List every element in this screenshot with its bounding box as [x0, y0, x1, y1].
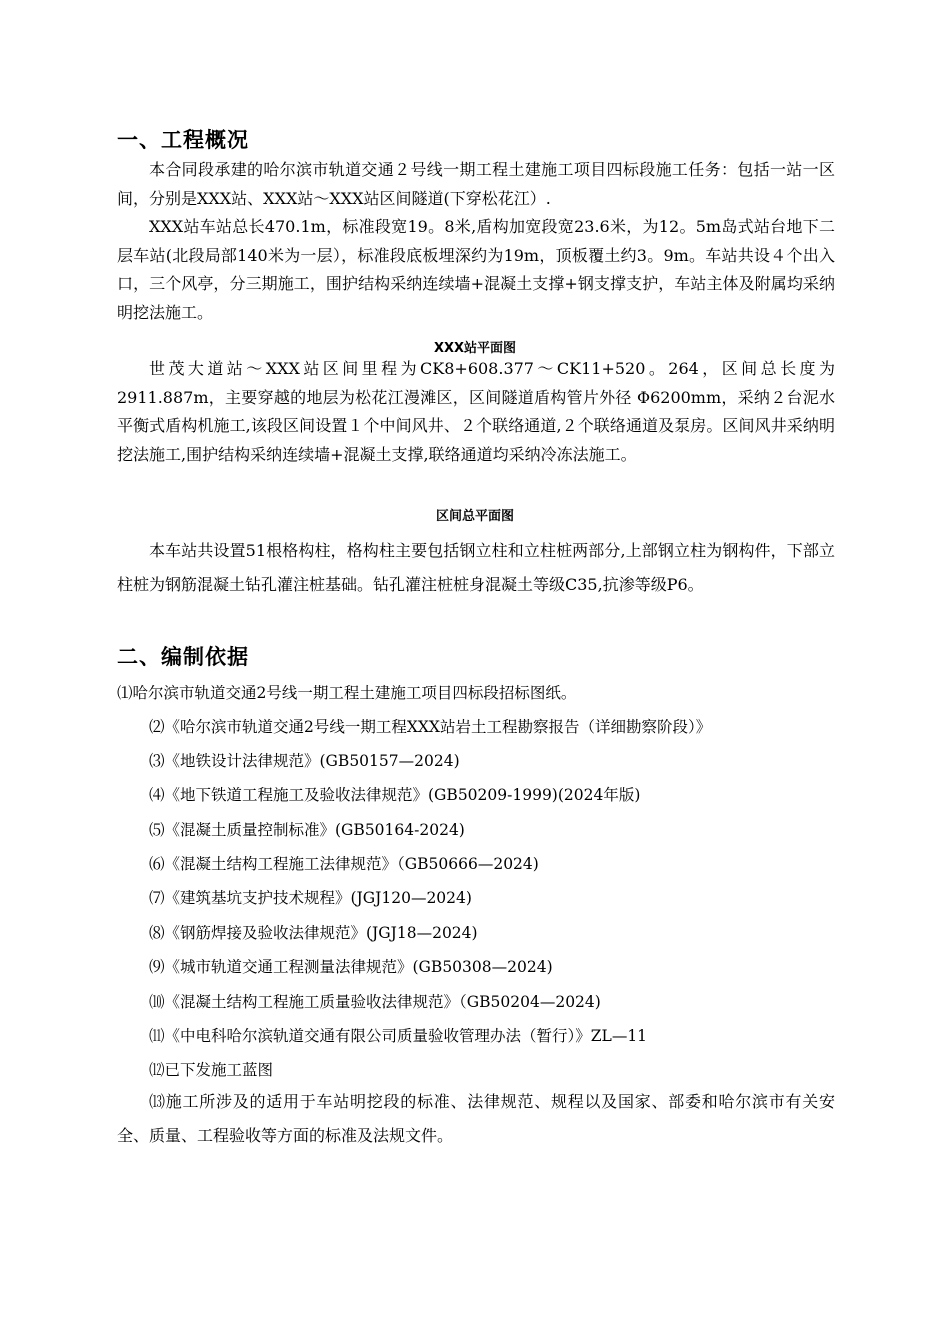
reference-item: ⑵《哈尔滨市轨道交通2号线一期工程XXX站岩土工程勘察报告（详细勘察阶段）》: [149, 718, 712, 736]
reference-item: ⑺《建筑基坑支护技术规程》(JGJ120—2024): [149, 889, 472, 907]
reference-item: ⑶《地铁设计法律规范》(GB50157—2024): [149, 752, 460, 770]
reference-item: ⑸《混凝土质量控制标准》(GB50164-2024): [149, 821, 465, 839]
reference-item: ⑾《中电科哈尔滨轨道交通有限公司质量验收管理办法（暂行）》ZL—11: [149, 1027, 648, 1045]
figure-caption-station-plan: XXX站平面图: [433, 341, 517, 356]
paragraph-lattice-columns: 本车站共设置51根格构柱，格构柱主要包括钢立柱和立柱桩两部分,上部钢立柱为钢构件，下部立柱桩为钢筋混凝土钻孔灌注桩基础。钻孔灌注桩桩身混凝土等级C35,抗渗等级P6。: [117, 541, 835, 594]
paragraph-contract-scope: 本合同段承建的哈尔滨市轨道交通２号线一期工程土建施工项目四标段施工任务：包括一站一区间，分别是XXX站、XXX站～XXX站区间隧道(下穿松花江）.: [117, 160, 835, 208]
reference-item: ⑿已下发施工蓝图: [149, 1061, 274, 1079]
reference-item: ⑷《地下铁道工程施工及验收法律规范》(GB50209-1999)(2024年版): [149, 786, 641, 804]
reference-item: ⑹《混凝土结构工程施工法律规范》（GB50666—2024): [149, 855, 539, 873]
section-heading-basis: 二、编制依据: [117, 645, 249, 669]
reference-item: ⑴哈尔滨市轨道交通2号线一期工程土建施工项目四标段招标图纸。: [117, 684, 577, 702]
paragraph-tunnel-description: 世茂大道站～XXX站区间里程为CK8+608.377～CK11+520。264，区间总长度为2911.887m，主要穿越的地层为松花江漫滩区，区间隧道盾构管片外径 Φ6200mm，采纳２台泥水平衡式盾构机施工,该段区间设置１个中间风井、２个联络通道,２个联络通道及泵房。区间风井采纳明挖法施工,围护结构采纳连续墙+混凝土支撑,联络通道均采纳冷冻法施工。: [117, 359, 835, 464]
reference-item: ⑽《混凝土结构工程施工质量验收法律规范》（GB50204—2024): [149, 993, 601, 1011]
reference-item: ⑻《钢筋焊接及验收法律规范》(JGJ18—2024): [149, 924, 478, 942]
reference-item: ⑼《城市轨道交通工程测量法律规范》(GB50308—2024): [149, 958, 553, 976]
paragraph-station-description: XXX站车站总长470.1m，标准段宽19。8米,盾构加宽段宽23.6米，为12。5m岛式站台地下二层车站(北段局部140米为一层），标准段底板埋深约为19m，顶板覆土约3。9m。车站共设４个出入口，三个风亭，分三期施工，围护结构采纳连续墙+混凝土支撑+钢支撑支护，车站主体及附属均采纳明挖法施工。: [117, 217, 835, 322]
figure-caption-section-plan: 区间总平面图: [435, 509, 514, 524]
reference-item: ⒀施工所涉及的适用于车站明挖段的标准、法律规范、规程以及国家、部委和哈尔滨市有关安全、质量、工程验收等方面的标准及法规文件。: [117, 1092, 835, 1145]
section-heading-overview: 一、工程概况: [117, 128, 249, 152]
